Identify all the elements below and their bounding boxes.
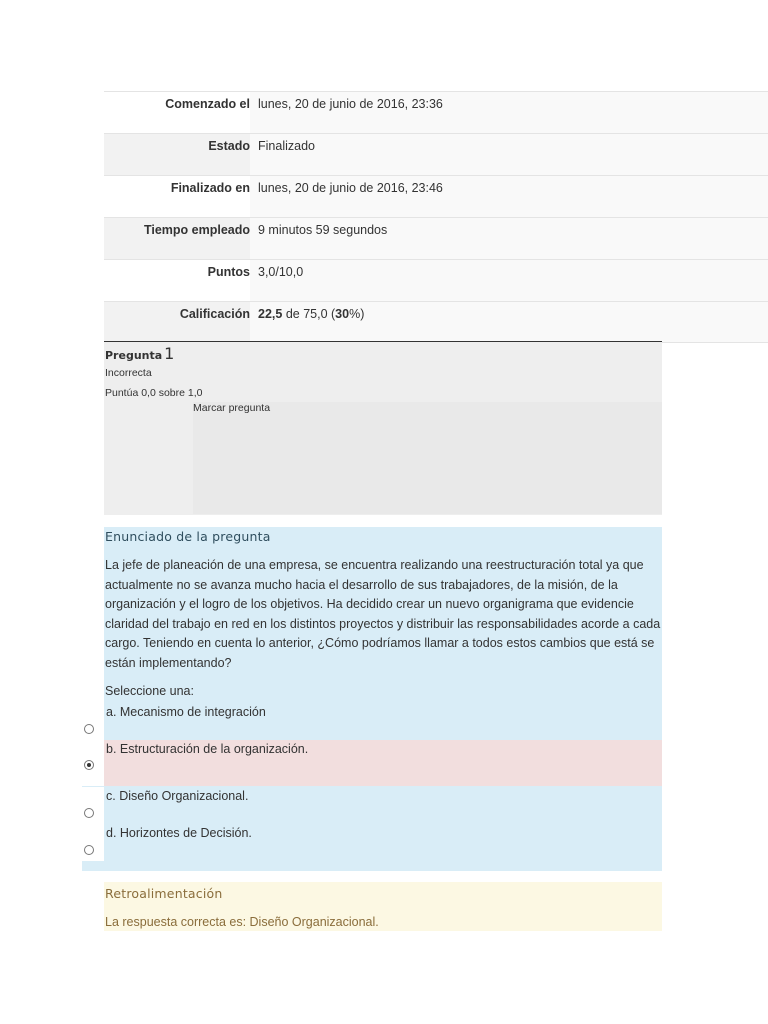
summary-label: Finalizado en <box>170 181 250 195</box>
feedback-heading: Retroalimentación <box>105 886 223 901</box>
summary-label: Tiempo empleado <box>143 223 250 237</box>
summary-row-grade <box>104 301 768 343</box>
flag-question-link[interactable]: Marcar pregunta <box>193 402 271 414</box>
summary-value <box>250 302 768 342</box>
grade-score: 22,5 <box>258 307 283 321</box>
grade-end: %) <box>349 307 365 321</box>
option-label: a. Mecanismo de integración <box>106 705 266 719</box>
answer-option-d[interactable] <box>82 824 662 861</box>
summary-row-points <box>104 259 768 301</box>
option-gutter <box>82 787 104 824</box>
summary-value: lunes, 20 de junio de 2016, 23:46 <box>250 176 768 217</box>
radio-button[interactable] <box>84 845 94 855</box>
option-label: c. Diseño Organizacional. <box>106 789 249 803</box>
summary-row-started <box>104 91 768 133</box>
answer-option-b[interactable] <box>82 740 662 786</box>
answer-options <box>82 703 662 871</box>
answer-option-a[interactable] <box>82 703 662 740</box>
summary-label: Puntos <box>207 265 250 279</box>
summary-label: Comenzado el <box>165 97 250 111</box>
flag-question-area <box>193 402 662 514</box>
feedback-panel <box>104 882 662 931</box>
summary-row-finished <box>104 175 768 217</box>
summary-row-time-taken <box>104 217 768 259</box>
radio-button[interactable] <box>84 724 94 734</box>
attempt-summary-table <box>104 91 768 343</box>
radio-button[interactable] <box>84 808 94 818</box>
option-label: d. Horizontes de Decisión. <box>106 826 252 840</box>
summary-value: 3,0/10,0 <box>250 260 768 301</box>
question-label: Pregunta <box>105 349 163 362</box>
option-label: b. Estructuración de la organización. <box>106 742 309 756</box>
question-info-panel <box>104 341 662 515</box>
summary-value: lunes, 20 de junio de 2016, 23:36 <box>250 92 768 133</box>
answer-option-c[interactable] <box>82 787 662 824</box>
question-text-heading: Enunciado de la pregunta <box>105 529 271 544</box>
summary-value: Finalizado <box>250 134 768 175</box>
question-text: La jefe de planeación de una empresa, se encuentra realizando una reestructuración total ya que actualmente no se avanza mucho hacia el desarrollo de sus trabajadores, de la misión, de la organización y el logro de los objetivos. Ha decidido crear un nuevo organigrama que evidencie claridad del trabajo en red en los distintos proyectos y distribuir las responsabilidades acorde a cada cargo. Teniendo en cuenta lo anterior, ¿Cómo podríamos llamar a todos estos cambios que está se están implementando? <box>105 558 661 670</box>
summary-label: Calificación <box>179 307 250 321</box>
grade-mid: de 75,0 ( <box>282 307 336 321</box>
option-gutter <box>82 824 104 861</box>
summary-label: Estado <box>208 139 250 153</box>
summary-row-state <box>104 133 768 175</box>
correct-answer-text: La respuesta correcta es: Diseño Organizacional. <box>105 915 379 929</box>
question-text-panel <box>104 527 662 703</box>
question-state: Incorrecta <box>105 367 152 379</box>
question-number <box>105 344 174 363</box>
question-grade: Puntúa 0,0 sobre 1,0 <box>105 387 203 399</box>
answer-prompt: Seleccione una: <box>105 684 194 698</box>
question-number-value: 1 <box>164 344 175 363</box>
radio-button-selected[interactable] <box>84 760 94 770</box>
grade-percent: 30 <box>335 307 350 321</box>
summary-value: 9 minutos 59 segundos <box>250 218 768 259</box>
option-gutter <box>82 703 104 740</box>
